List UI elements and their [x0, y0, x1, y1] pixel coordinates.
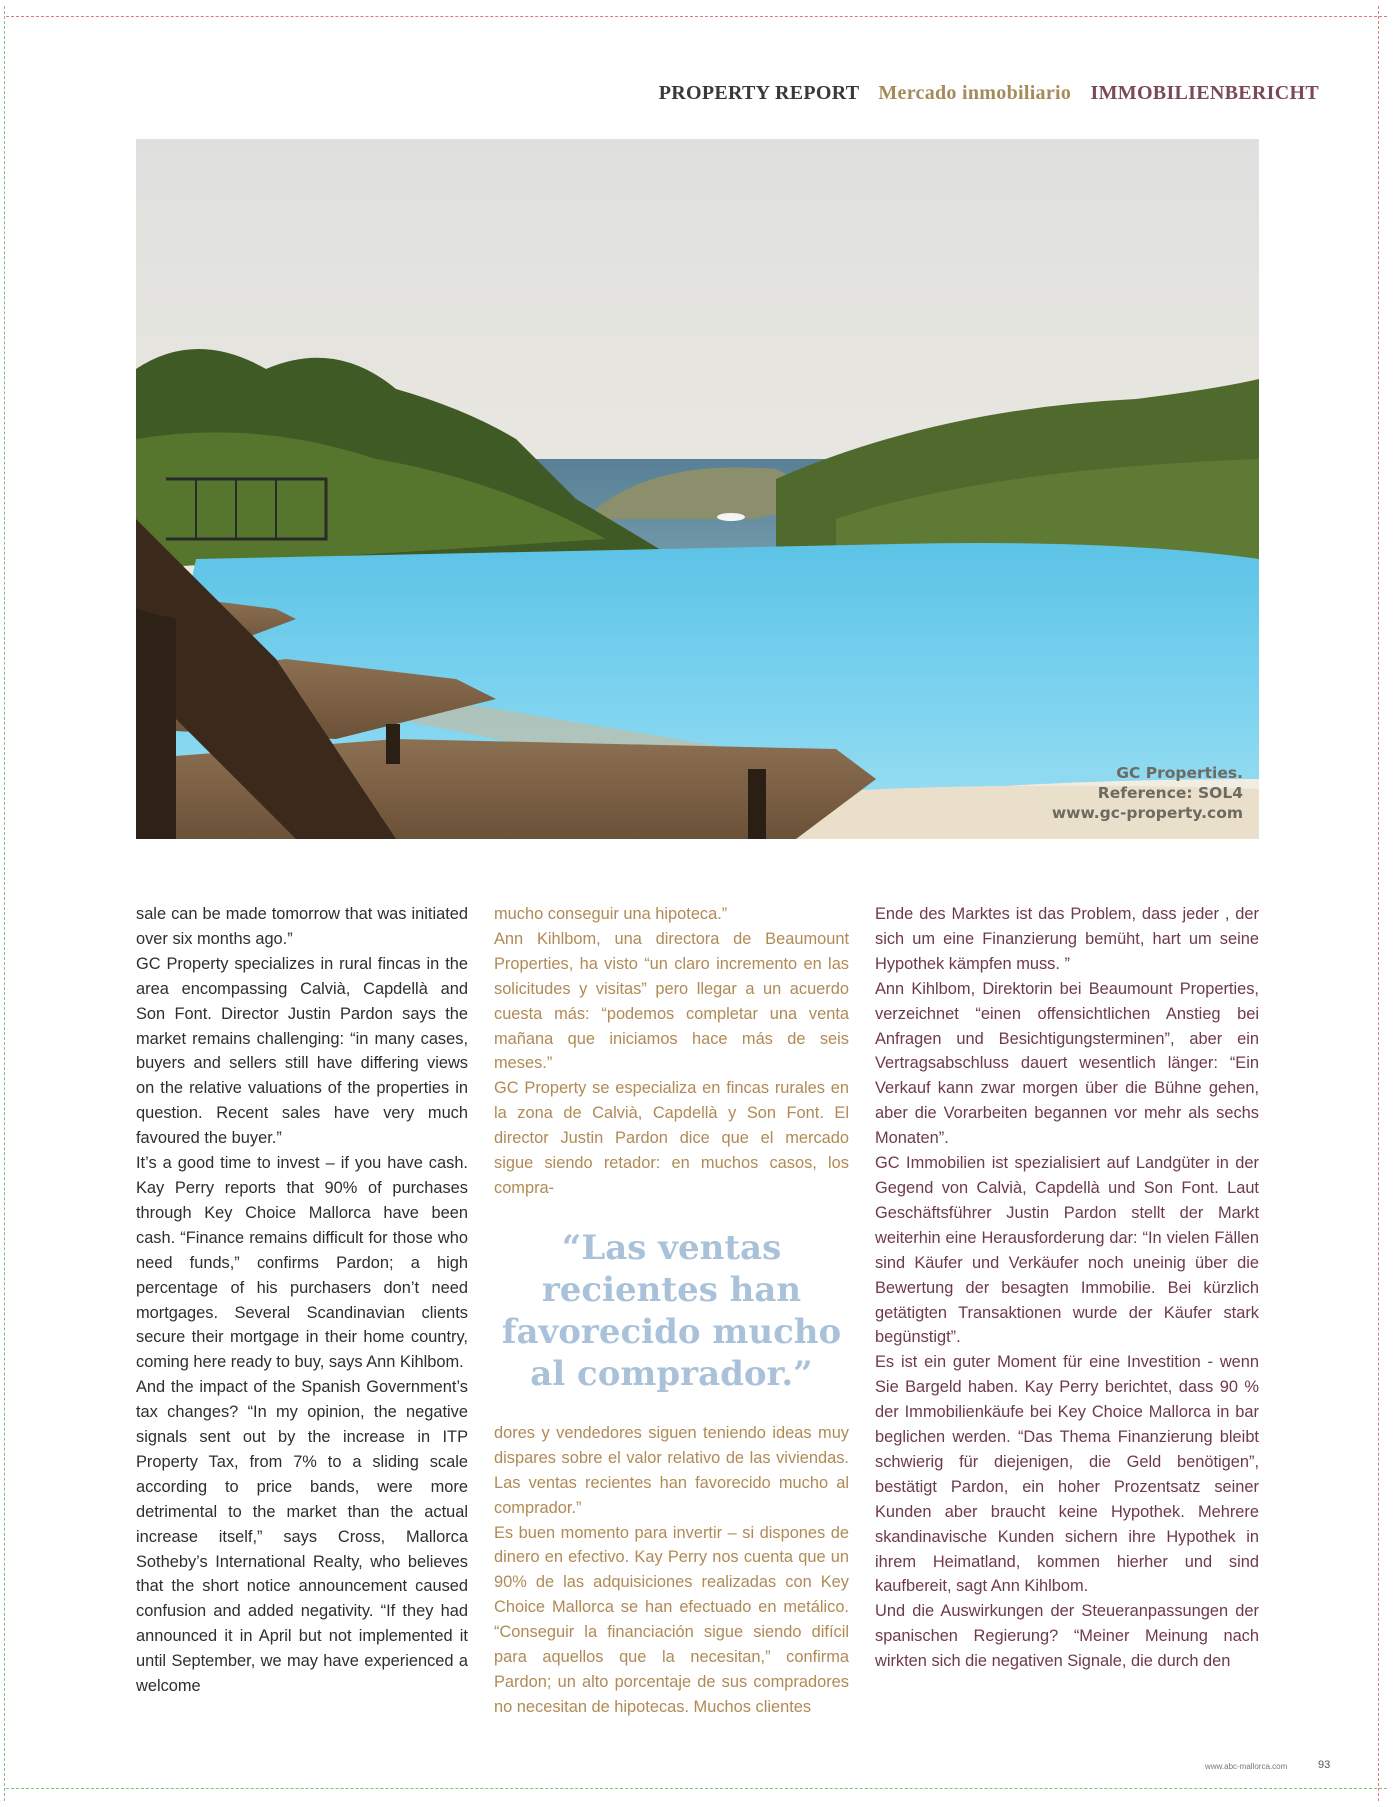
- column-spanish: [494, 902, 849, 1716]
- column-german: [875, 902, 1259, 1682]
- header-german: IMMOBILIENBERICHT: [1090, 82, 1319, 104]
- header-english: PROPERTY REPORT: [658, 82, 860, 104]
- caption-company: GC Properties.: [1116, 764, 1243, 782]
- es-paragraph: mucho conseguir una hipoteca.”: [494, 905, 728, 923]
- en-paragraph: GC Property specializes in rural fincas in the area encompassing Calvià, Capdellà and Son Font. Director Justin Pardon says the market remains challenging: “in many cases, buyers and sellers still have differing views on the relative valuations of the properties in question. Recent sales have very much favoured the buyer.”: [136, 954, 468, 1148]
- crop-mark-bottom: [6, 1788, 1387, 1789]
- photo-caption: [1052, 763, 1243, 823]
- de-paragraph: Ende des Marktes ist das Problem, dass jeder , der sich um eine Finanzierung bemüht, hart um seine Hypothek kämpfen muss. ”: [875, 905, 1259, 973]
- footer-url: www.abc-mallorca.com: [1205, 1762, 1288, 1771]
- es-paragraph: GC Property se especializa en fincas rurales en la zona de Calvià, Capdellà y Son Font. El director Justin Pardon dice que el mercado sigue siendo retador: en muchos casos, los compra-: [494, 1079, 849, 1197]
- crop-mark-right: [1378, 6, 1379, 1801]
- caption-url: www.gc-property.com: [1051, 804, 1243, 822]
- crop-mark-top: [6, 16, 1387, 17]
- es-paragraph: Ann Kihlbom, una directora de Beaumount Properties, ha visto “un claro incremento en las solicitudes y visitas” pero llegar a un acuerdo cuesta más: “podemos completar una venta mañana que iniciamos hace más de seis meses.”: [494, 929, 849, 1073]
- en-paragraph: And the impact of the Spanish Government’s tax changes? “In my opinion, the negative signals sent out by the increase in ITP Property Tax, from 7% to a sliding scale according to price bands, were more detrimental to the market than the actual increase itself,” says Cross, Mallorca Sotheby’s International Realty, who believes that the short notice announcement caused confusion and added negativity. “If they had announced it in April but not implemented it until September, we may have experienced a welcome: [136, 1378, 468, 1696]
- de-paragraph: Es ist ein guter Moment für eine Investition - wenn Sie Bargeld haben. Kay Perry berichtet, dass 90 % der Immobilienkäufe bei Key Choice Mallorca in bar beglichen werden. “Das Thema Finanzierung bleibt schwierig für diejenigen, die Geld benötigen”, bestätigt Pardon, ein hoher Prozentsatz seiner Kunden aber braucht keine Hypothek. Mehrere skandinavische Kunden sichern ihre Hypothek in ihrem Heimatland, kommen hierher und sind kaufbereit, sagt Ann Kihlbom.: [875, 1353, 1259, 1596]
- es-paragraph: Es buen momento para invertir – si dispones de dinero en efectivo. Kay Perry nos cuenta que un 90% de las adquisiciones realizadas con Key Choice Mallorca se han efectuado en metálico. “Conseguir la financiación sigue siendo difícil para aquellos que la necesitan,” confirma Pardon; un alto porcentaje de sus compradores no necesitan de hipotecas. Muchos clientes: [494, 1523, 849, 1716]
- pull-quote: “Las ventas recientes han favorecido mucho al comprador.”: [501, 1227, 842, 1394]
- crop-mark-left: [4, 6, 5, 1801]
- column-english: [136, 902, 468, 1696]
- pool-view-illustration: [136, 139, 1259, 839]
- header-spanish: Mercado inmobiliario: [878, 82, 1072, 104]
- section-header: [645, 82, 1319, 105]
- caption-reference: Reference: SOL4: [1097, 784, 1243, 802]
- de-paragraph: GC Immobilien ist spezialisiert auf Landgüter in der Gegend von Calvià, Capdellà und Son Font. Laut Geschäftsführer Justin Pardon stellt der Markt weiterhin eine Herausforderung dar: “In vielen Fällen sind Käufer und Verkäufer noch uneinig über die Bewertung der besagten Immobilie. Bei kürzlich getätigten Transaktionen wurde der Käufer stark begünstigt”.: [875, 1154, 1259, 1347]
- de-paragraph: Ann Kihlbom, Direktorin bei Beaumount Properties, verzeichnet “einen offensichtlichen Anstieg bei Anfragen und Besichtigungsterminen”, aber ein Vertragsabschluss dauert wesentlich länger: “Ein Verkauf kann zwar morgen über die Bühne gehen, aber die Vorarbeiten begannen vor mehr als sechs Monaten”.: [875, 979, 1259, 1148]
- es-paragraph: dores y vendedores siguen teniendo ideas muy dispares sobre el valor relativo de las viviendas. Las ventas recientes han favorecido mucho al comprador.”: [494, 1423, 849, 1517]
- en-paragraph: It’s a good time to invest – if you have cash. Kay Perry reports that 90% of purchases through Key Choice Mallorca have been cash. “Finance remains difficult for those who need funds,” confirms Pardon; a high percentage of his purchasers don’t need mortgages. Several Scandinavian clients secure their mortgage in their home country, coming here ready to buy, says Ann Kihlbom.: [136, 1154, 468, 1372]
- page-number: 93: [1318, 1759, 1331, 1771]
- de-paragraph: Und die Auswirkungen der Steueranpassungen der spanischen Regierung? “Meiner Meinung nach wirkten sich die negativen Signale, die durch den: [875, 1602, 1259, 1671]
- property-photo: [136, 139, 1259, 839]
- en-paragraph: sale can be made tomorrow that was initiated over six months ago.”: [136, 905, 468, 948]
